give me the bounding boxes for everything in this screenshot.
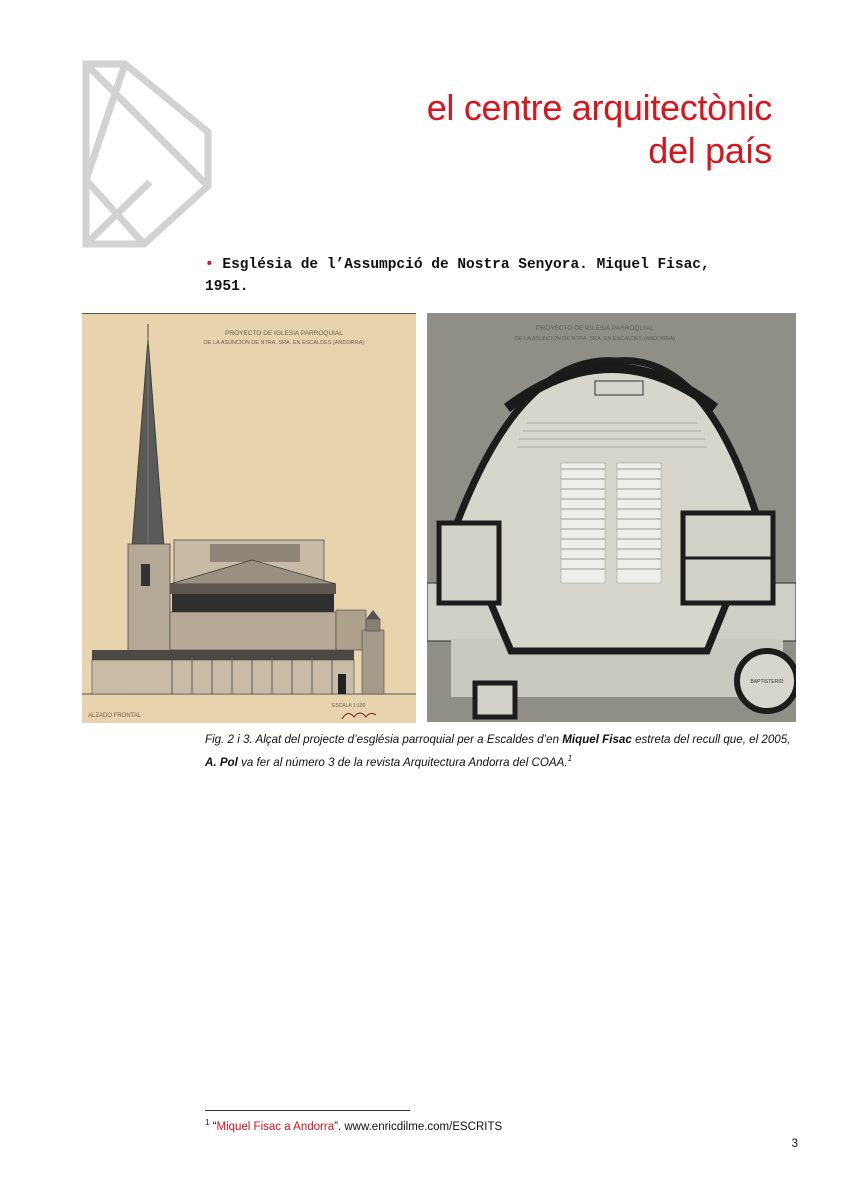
logo-mark [82, 60, 214, 255]
footnote-number: 1 [205, 1118, 210, 1127]
footnote-source: ”. www.enricdilme.com/ESCRITS [334, 1120, 503, 1133]
footnote-ref[interactable]: 1 [567, 754, 573, 763]
footnote-link[interactable]: Miquel Fisac a Andorra [216, 1120, 335, 1133]
figure-plan [427, 313, 796, 722]
bullet-icon: • [205, 257, 214, 273]
elevation-label: ALZADO FRONTAL [88, 713, 142, 719]
caption-text-3: va fer al número 3 de la revista Arquitectura Andorra del COAA. [237, 755, 568, 769]
footnote-quote: “ [209, 1120, 217, 1133]
figure-caption [205, 730, 795, 772]
title-line-1: el centre arquitectònic [426, 87, 772, 128]
caption-text-2: estreta del recull que, el 2005, [631, 733, 791, 746]
page-number: 3 [791, 1138, 798, 1150]
baptistery-label: BAPTISTERIO [750, 679, 784, 685]
caption-name-1: Miquel Fisac [562, 733, 632, 746]
footnote [205, 1118, 502, 1133]
caption-name-2: A. Pol [205, 755, 238, 769]
elevation-title-2: DE LA ASUNCION DE NTRA. SRA. EN ESCALDES (ANDORRA) [203, 340, 365, 346]
heading-line-2: 1951. [205, 279, 249, 295]
elevation-title-1: PROYECTO DE IGLESIA PARROQUIAL [225, 330, 343, 337]
plan-title-2: DE LA ASUNCION DE NTRA. SRA. EN ESCALDES (ANDORRA) [514, 336, 676, 342]
page-title [427, 86, 772, 172]
figure-elevation [82, 313, 416, 723]
section-heading [205, 254, 775, 298]
title-line-2: del país [648, 130, 772, 171]
heading-line-1: Església de l’Assumpció de Nostra Senyora. Miquel Fisac, [222, 257, 710, 273]
caption-text-1: Fig. 2 i 3. Alçat del projecte d’església parroquial per a Escaldes d’en [205, 733, 563, 746]
plan-title-1: PROYECTO DE IGLESIA PARROQUIAL [536, 325, 654, 332]
elevation-scale: ESCALA 1:100 [332, 703, 366, 709]
footnote-divider [205, 1110, 410, 1111]
